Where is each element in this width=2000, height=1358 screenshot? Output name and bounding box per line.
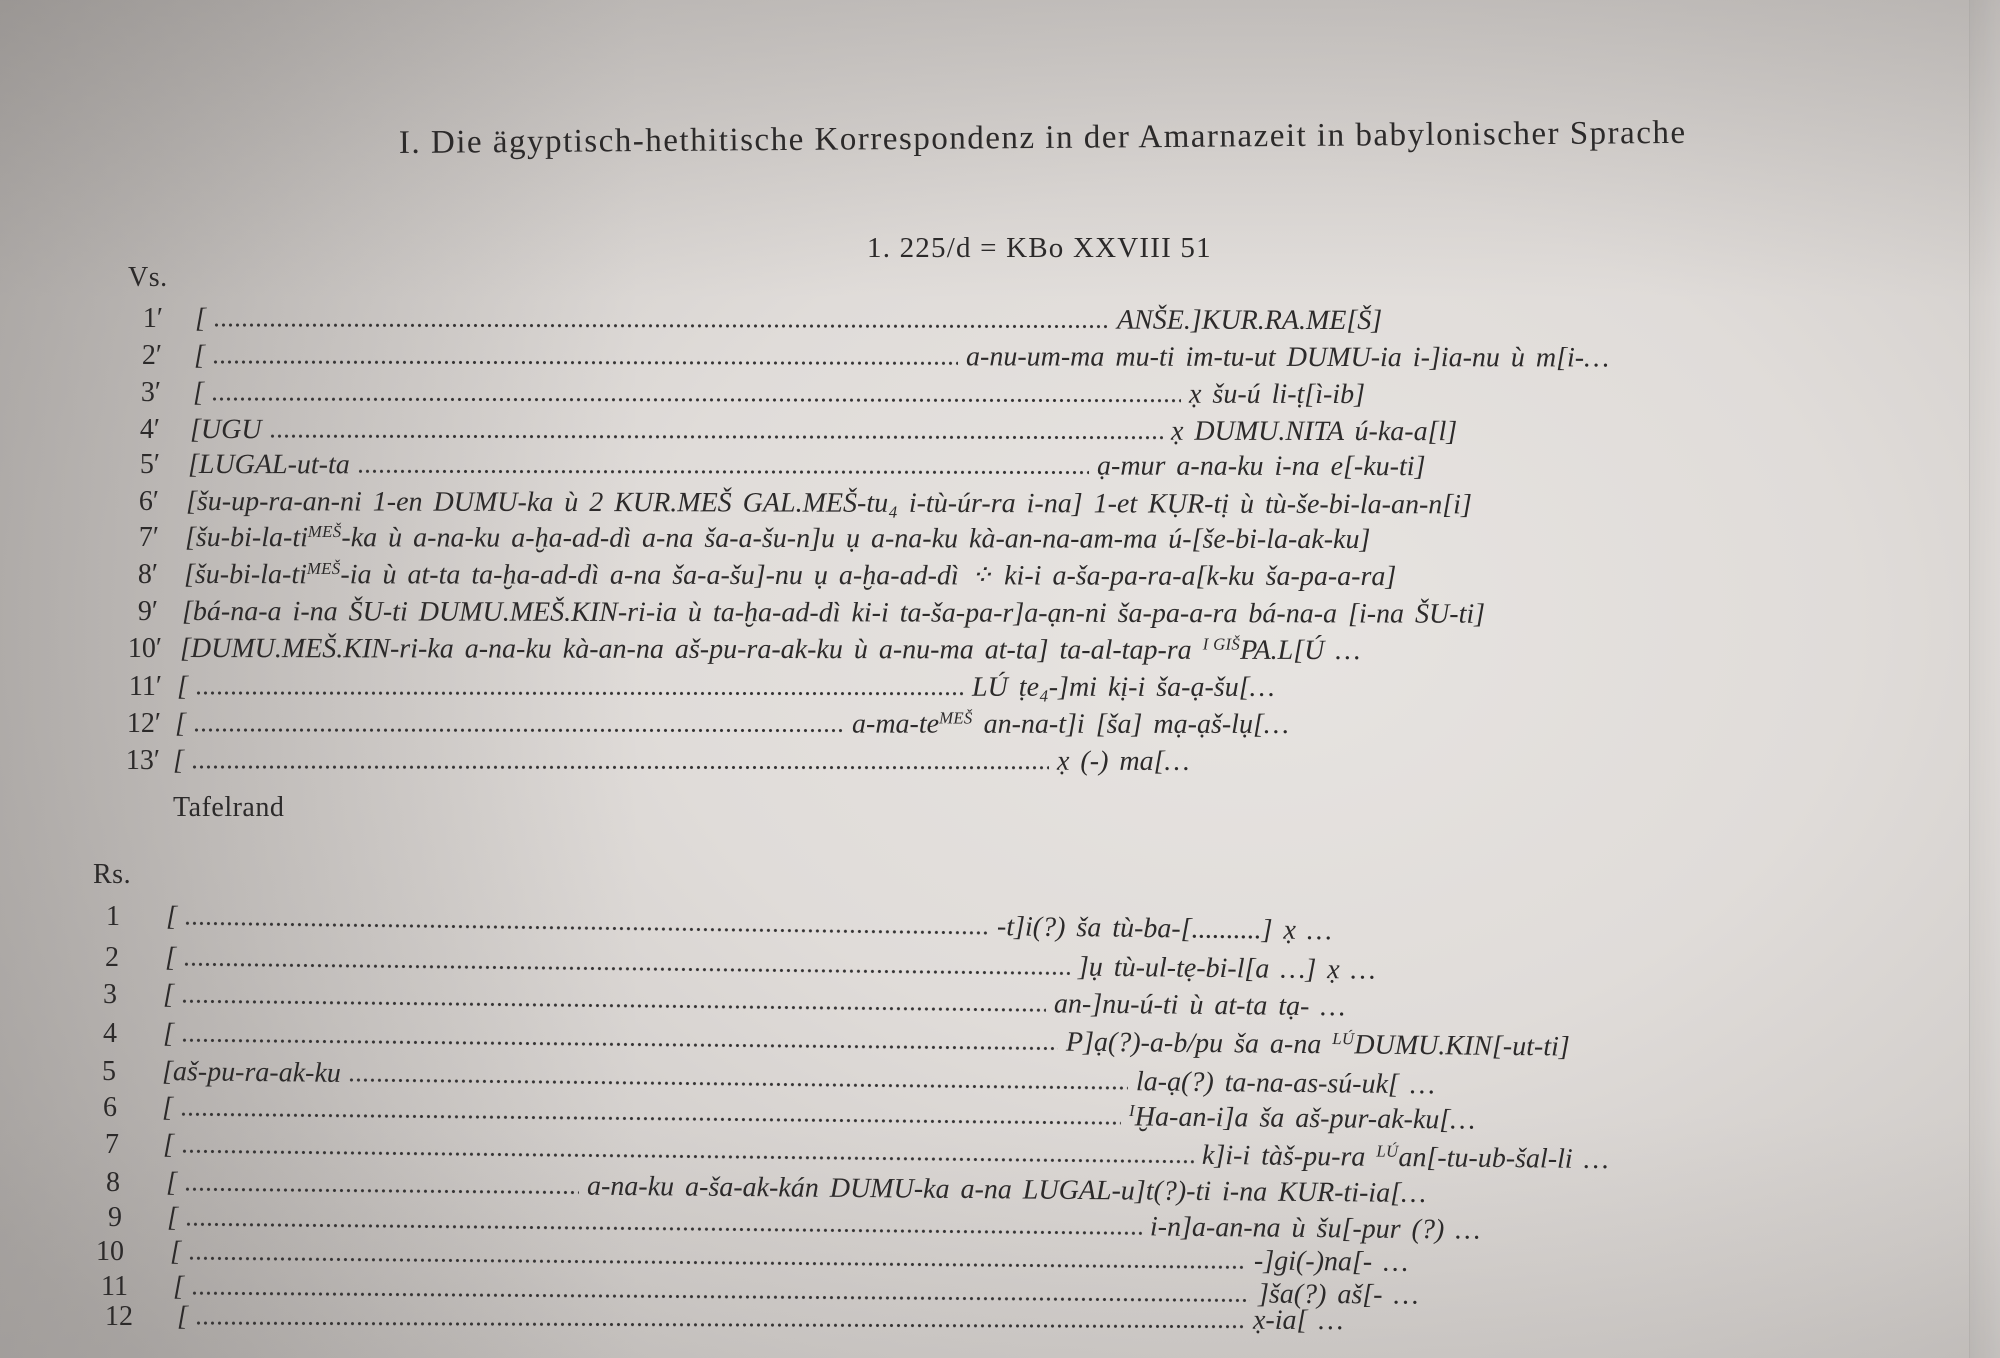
line-number: 4′ <box>139 414 160 445</box>
dot-leader <box>195 690 964 696</box>
line-number: 9 <box>108 1202 122 1233</box>
line-lead <box>166 900 997 944</box>
transliteration-segment: PA.L[Ú … <box>1240 634 1361 667</box>
transliteration-segment: Ḫa-an-i]a ša aš-pur-ak-ku[… <box>1134 1101 1476 1136</box>
line-number: 7′ <box>138 522 159 553</box>
line-opening: [LUGAL-ut-ta <box>187 449 350 481</box>
line-lead <box>166 1166 587 1203</box>
line-text <box>185 521 1370 557</box>
line-opening: [ <box>162 979 175 1011</box>
text-number-heading: 1. 225/d = KBo XXVIII 51 <box>867 232 1212 264</box>
line-opening: [ <box>172 1271 185 1303</box>
transliteration-segment: k]i-i tàš-pu-ra <box>1201 1139 1377 1173</box>
line-number: 7 <box>105 1129 119 1160</box>
transliteration-segment: ]ša(?) aš[- … <box>1257 1278 1419 1311</box>
dot-leader <box>357 468 1089 474</box>
line-text <box>182 595 1485 631</box>
transliteration-segment: a-na-ku a-ša-ak-kán DUMU-ka a-na LUGAL-u]t(?)-ti i-na KUR-ti-ia[… <box>586 1170 1427 1209</box>
transliteration-segment: [šu-bi-la-ti <box>183 559 307 591</box>
line-number: 6 <box>103 1092 117 1123</box>
line-number: 8 <box>106 1167 120 1198</box>
line-number: 2′ <box>141 340 162 371</box>
line-lead <box>177 670 972 704</box>
transliteration-segment: [šu-up-ra-an-ni 1-en DUMU-ka ù 2 KUR.MEŠ GAL.MEŠ-tu₄ i-tù-úr-ra i-na] 1-et KỤR-tị ù tù-še-bi-la-an-n[i] <box>185 486 1472 521</box>
line-text <box>188 448 1426 484</box>
line-opening: [ <box>174 708 186 740</box>
line-opening: [aš-pu-ra-ak-ku <box>161 1056 342 1089</box>
dot-leader <box>269 433 1163 440</box>
transliteration-segment: x̣ (-) ma[… <box>1056 745 1190 777</box>
line-text <box>177 1300 1343 1338</box>
transliteration-segment: i-n]a-an-na ù šu[-pur (?) … <box>1149 1211 1481 1246</box>
page-edge <box>1969 0 2000 1358</box>
line-text <box>173 744 1189 778</box>
transliteration-segment: [bá-na-a i-na ŠU-ti DUMU.MEŠ.KIN-ri-ia ù ta-ḫa-ad-dì ki-i ta-ša-pa-r]a-ạn-ni ša-pa-a-ra bá-na-a [i-na ŠU-ti] <box>181 596 1486 630</box>
superscript-determinative: MEŠ <box>306 558 341 579</box>
dot-leader <box>181 998 1046 1012</box>
line-opening: [ <box>161 1092 174 1124</box>
dot-leader <box>211 396 1181 403</box>
obverse-label: Vs. <box>128 262 168 293</box>
line-lead <box>175 707 852 741</box>
line-number: 12′ <box>126 708 161 739</box>
transliteration-segment: DUMU.KIN[-ut-ti] <box>1354 1029 1570 1063</box>
line-opening: [ <box>165 901 178 933</box>
line-text <box>190 413 1457 449</box>
superscript-determinative: MEŠ <box>939 708 973 728</box>
line-number: 10′ <box>127 633 162 664</box>
line-lead <box>195 302 1117 337</box>
superscript-determinative: MEŠ <box>307 521 342 542</box>
line-lead <box>190 413 1171 448</box>
line-opening: [ <box>162 1129 175 1161</box>
line-number: 12 <box>105 1301 133 1332</box>
transliteration-segment: ạ-mur a-na-ku i-na e[-ku-ti] <box>1096 450 1426 483</box>
line-opening: [ <box>193 340 205 372</box>
dot-leader <box>183 961 1070 975</box>
line-text <box>193 376 1365 412</box>
transliteration-segment: [DUMU.MEŠ.KIN-ri-ka a-na-ku kà-an-na aš-pu-ra-ak-ku ù a-nu-ma at-ta] ta-al-tap-ra <box>179 633 1203 666</box>
dot-leader <box>212 359 958 365</box>
line-number: 6′ <box>138 486 159 517</box>
line-text <box>195 302 1382 338</box>
line-number: 13′ <box>125 745 160 776</box>
line-number: 1′ <box>142 303 163 334</box>
line-lead <box>194 339 966 374</box>
transliteration-segment: ANŠE.]KUR.RA.ME[Š] <box>1116 304 1383 337</box>
line-opening: [ <box>192 377 204 409</box>
line-opening: [ <box>176 1301 188 1333</box>
transliteration-segment: an[-tu-ub-šal-li … <box>1398 1141 1609 1176</box>
superscript-determinative: LÚ <box>1332 1028 1355 1049</box>
line-text <box>184 558 1396 594</box>
dot-leader <box>185 1221 1142 1235</box>
transliteration-segment: a-ma-te <box>851 708 940 740</box>
line-text <box>177 670 1275 705</box>
line-text <box>186 485 1472 522</box>
reverse-label: Rs. <box>93 859 132 890</box>
line-lead <box>188 448 1097 483</box>
dot-leader <box>184 920 989 935</box>
line-number: 2 <box>105 942 119 973</box>
transliteration-segment: P]ạ(?)-a-b/pu ša a-na <box>1065 1026 1333 1061</box>
line-opening: [UGU <box>189 414 262 446</box>
line-lead <box>193 376 1189 411</box>
superscript-determinative: LÚ <box>1376 1141 1399 1161</box>
transliteration-segment: x̣-ia[ … <box>1252 1304 1344 1337</box>
transliteration-segment: la-ạ(?) ta-na-as-sú-uk[ … <box>1135 1066 1435 1101</box>
dot-leader <box>348 1077 1128 1090</box>
line-opening: [ <box>169 1236 182 1268</box>
line-opening: [ <box>172 745 184 777</box>
section-heading: I. Die ägyptisch-hethitische Korrespondenz in der Amarnazeit in babylonischer Sprache <box>398 114 1687 161</box>
line-opening: [ <box>166 1202 179 1234</box>
line-text <box>175 707 1289 742</box>
dot-leader <box>181 1037 1058 1050</box>
transliteration-segment: -ka ù a-na-ku a-ḫa-ad-dì a-na ša-a-šu-n]u ụ a-na-ku kà-an-na-am-ma ú-[še-bi-la-ak-ku] <box>341 522 1371 556</box>
line-text <box>180 632 1360 668</box>
transliteration-segment: LÚ ṭe₄-]mi kị-i ša-ạ-šu[… <box>971 671 1275 703</box>
line-lead <box>163 978 1054 1021</box>
transliteration-segment: [šu-bi-la-ti <box>184 522 308 554</box>
line-lead <box>173 744 1057 778</box>
transliteration-segment: a-nu-um-ma mu-ti im-tu-ut DUMU-ia i-]ia-nu ù m[i-… <box>965 341 1610 374</box>
line-number: 8′ <box>137 559 158 590</box>
tablet-edge-label: Tafelrand <box>173 792 285 823</box>
transliteration-segment: x̣ DUMU.NITA ú-ka-a[l] <box>1170 415 1458 448</box>
line-number: 11 <box>101 1271 128 1302</box>
dot-leader <box>180 1111 1121 1125</box>
superscript-determinative: I <box>1128 1101 1136 1121</box>
line-lead <box>162 1091 1129 1134</box>
dot-leader <box>184 1186 579 1194</box>
line-opening: [ <box>194 303 206 335</box>
line-lead <box>163 1128 1202 1172</box>
transliteration-segment: an-na-t]i [ša] mạ-ạš-lụ[… <box>972 708 1289 740</box>
line-opening: [ <box>176 671 188 703</box>
line-number: 5 <box>102 1056 116 1087</box>
line-number: 5′ <box>139 449 160 480</box>
dot-leader <box>193 727 844 733</box>
transliteration-segment: an-]nu-ú-ti ù at-ta tạ- … <box>1053 988 1346 1023</box>
line-opening: [ <box>162 1018 175 1050</box>
line-opening: [ <box>164 942 177 974</box>
line-text <box>166 900 1332 948</box>
line-number: 9′ <box>137 596 158 627</box>
transliteration-segment: -ia ù at-ta ta-ḫa-ad-dì a-na ša-a-šu]-nu ụ a-ḫa-ad-dì ⁘ ki-i a-ša-pa-ra-a[k-ku ša-pa-a-ra] <box>340 559 1397 593</box>
transliteration-segment: -]gi(-)na[- … <box>1253 1245 1409 1278</box>
line-opening: [ <box>165 1167 178 1199</box>
line-number: 3′ <box>140 377 161 408</box>
dot-leader <box>181 1148 1194 1164</box>
line-text <box>194 339 1609 375</box>
line-lead <box>165 941 1078 984</box>
line-number: 11′ <box>128 671 162 702</box>
transliteration-segment: -t]i(?) ša tù-ba-[..........] x̣ … <box>996 911 1333 947</box>
dot-leader <box>195 1320 1245 1329</box>
line-lead <box>177 1300 1253 1337</box>
transliteration-segment: x̣ šu-ú li-ṭ[ì-ib] <box>1188 378 1366 411</box>
line-number: 10 <box>96 1236 124 1267</box>
line-number: 4 <box>103 1018 117 1049</box>
transliteration-segment: ]ụ tù-ul-tẹ-bi-l[a …] x̣ … <box>1077 951 1376 986</box>
dot-leader <box>213 322 1109 329</box>
line-number: 3 <box>103 979 117 1010</box>
dot-leader <box>191 764 1049 770</box>
line-lead <box>163 1017 1066 1059</box>
line-number: 1 <box>106 901 120 932</box>
dot-leader <box>188 1255 1246 1269</box>
superscript-determinative: I GIŠ <box>1202 634 1241 654</box>
